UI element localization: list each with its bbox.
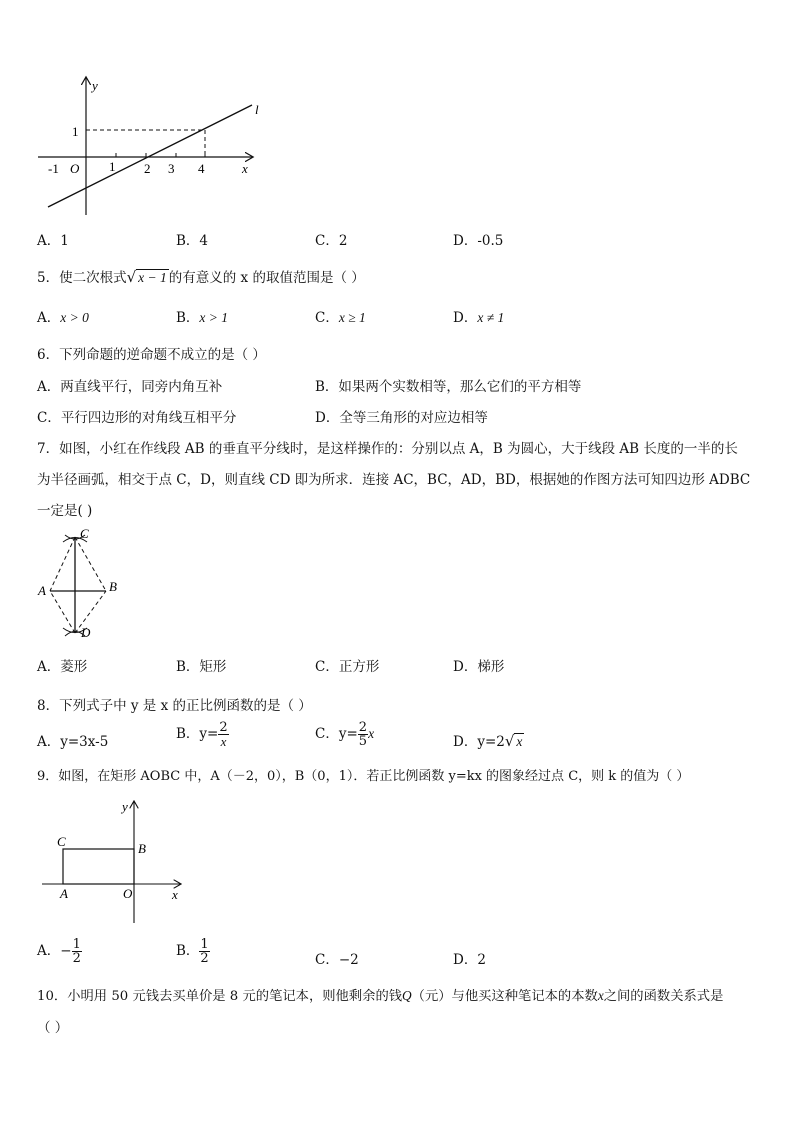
q9-stem: 9．如图，在矩形 AOBC 中，A（－2，0），B（0，1）．若正比例函数 y=kx 的图象经过点 C，则 k 的值为（ ）: [37, 769, 690, 784]
q9-rectangle-figure: [30, 795, 200, 930]
q9-option-b: B． $\frac{1}{2}$: [176, 937, 209, 966]
q7-option-a: A．菱形: [37, 659, 88, 675]
x-tick-2: 2: [144, 161, 151, 176]
q5-stem: 5．使二次根式√ x − 1 的有意义的 x 的取值范围是（ ）: [37, 268, 365, 286]
q7-stem-line2: 为半径画弧，相交于点 C，D，则直线 CD 即为所求．连接 AC，BC，AD，BD，根据她的作图方法可知四边形 ADBC: [37, 472, 751, 488]
svg-text:O: O: [123, 886, 133, 901]
svg-text:C: C: [80, 526, 89, 541]
line-label: l: [255, 102, 259, 117]
x-tick-4: 4: [198, 161, 205, 176]
q4-option-c: C．2: [315, 233, 348, 249]
q5-option-d: D．x ≠ 1: [453, 310, 505, 326]
svg-text:D: D: [81, 625, 91, 640]
q7-rhombus-figure: [30, 525, 130, 645]
q8-option-d: D．y=2√ x: [453, 732, 523, 750]
q7-stem-line3: 一定是( ): [37, 503, 93, 519]
origin-label: O: [70, 161, 80, 176]
q5-option-c: C．x ≥ 1: [315, 310, 366, 326]
x-tick-1: 1: [109, 159, 116, 174]
q10-stem-line1: 10．小明用 50 元钱去买单价是 8 元的笔记本，则他剩余的钱Q（元）与他买这种笔记本的本数x之间的函数关系式是: [37, 988, 724, 1004]
q9-option-c: C．−2: [315, 952, 359, 968]
q9-option-a: A．− $\frac{1}{2}$: [37, 937, 81, 966]
svg-text:x: x: [172, 887, 178, 902]
q7-stem-line1: 7．如图，小红在作线段 AB 的垂直平分线时，是这样操作的：分别以点 A，B 为圆心，大于线段 AB 长度的一半的长: [37, 441, 738, 457]
q5-option-b: B．x > 1: [176, 310, 229, 326]
svg-text:B: B: [109, 579, 117, 594]
svg-text:A: A: [60, 886, 68, 901]
q7-option-d: D．梯形: [453, 659, 505, 675]
svg-text:y: y: [122, 799, 128, 814]
q5-option-a: A．x > 0: [37, 310, 89, 326]
q6-option-a: A．两直线平行，同旁内角互补: [37, 379, 223, 395]
svg-text:C: C: [57, 834, 66, 849]
y-axis-label: y: [92, 78, 98, 93]
q8-option-a: A．y=3x-5: [37, 734, 109, 750]
x-axis-label: x: [242, 161, 248, 176]
q8-stem: 8．下列式子中 y 是 x 的正比例函数的是（ ）: [37, 698, 312, 714]
x-tick-neg1: -1: [48, 161, 59, 176]
q5-radicand: x − 1: [138, 270, 167, 285]
q4-option-d: D．-0.5: [453, 233, 504, 249]
q4-option-a: A．1: [37, 233, 69, 249]
q4-option-b: B．4: [176, 233, 209, 249]
q4-line-graph: [0, 0, 794, 230]
svg-text:B: B: [138, 841, 146, 856]
q8-option-b: B．y= $\frac{2}{x}$: [176, 720, 228, 749]
q6-option-c: C．平行四边形的对角线互相平分: [37, 410, 237, 426]
q7-option-c: C．正方形: [315, 659, 380, 675]
q8-option-c: C．y= $\frac{2}{5}$ x: [315, 720, 375, 749]
q7-option-b: B．矩形: [176, 659, 227, 675]
q6-option-b: B．如果两个实数相等，那么它们的平方相等: [315, 379, 582, 395]
q9-option-d: D．2: [453, 952, 486, 968]
q10-stem-line2: （ ）: [37, 1020, 69, 1036]
q6-option-d: D．全等三角形的对应边相等: [315, 410, 488, 426]
q6-stem: 6．下列命题的逆命题不成立的是（ ）: [37, 347, 266, 363]
x-tick-3: 3: [168, 161, 175, 176]
line-l: [48, 105, 252, 207]
y-tick-1: 1: [72, 124, 79, 139]
svg-text:A: A: [38, 583, 46, 598]
